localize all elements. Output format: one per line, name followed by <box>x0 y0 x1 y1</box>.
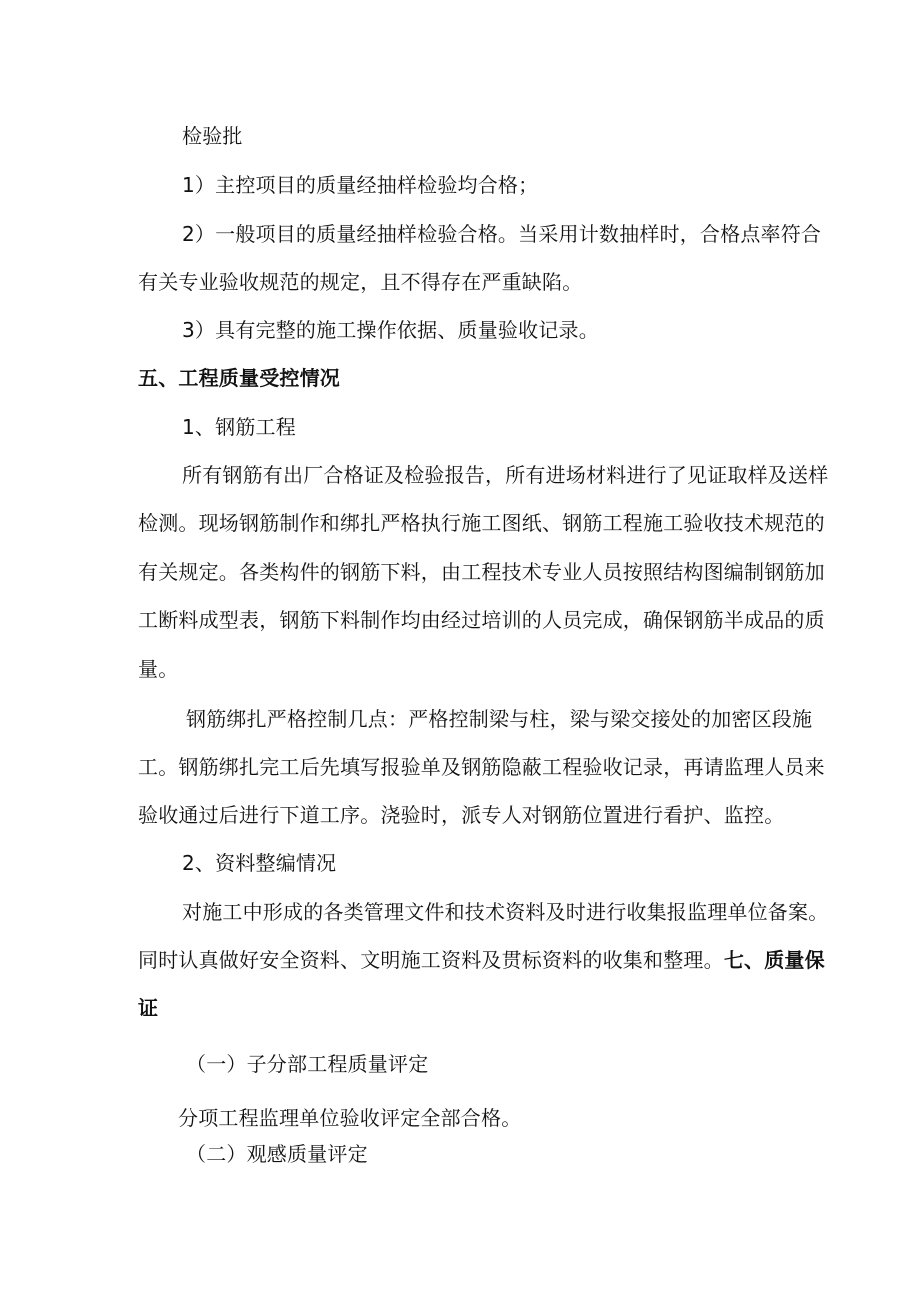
text-line: 量。 <box>138 657 179 681</box>
text-line: 分项工程监理单位验收评定全部合格。 <box>178 1106 522 1130</box>
text-line <box>138 946 825 974</box>
text-line: 有关规定。各类构件的钢筋下料，由工程技术专业人员按照结构图编制钢筋加 <box>138 560 825 584</box>
text-line: 检测。现场钢筋制作和绑扎严格执行施工图纸、钢筋工程施工验收技术规范的 <box>138 511 825 535</box>
text-line: 所有钢筋有出厂合格证及检验报告，所有进场材料进行了见证取样及送样 <box>182 463 829 487</box>
text-run: 同时认真做好安全资料、文明施工资料及贯标资料的收集和整理。 <box>138 948 724 972</box>
section-heading: 七、质量保 <box>723 948 825 972</box>
text-line: 验收通过后进行下道工序。浇验时，派专人对钢筋位置进行看护、监控。 <box>138 803 785 827</box>
text-line: 钢筋绑扎严格控制几点：严格控制梁与柱，梁与梁交接处的加密区段施 <box>186 707 813 731</box>
subsection-heading: （二）观感质量评定 <box>186 1142 368 1166</box>
subsection-heading: （一）子分部工程质量评定 <box>186 1052 429 1076</box>
text-line: 工。钢筋绑扎完工后先填写报验单及钢筋隐蔽工程验收记录，再请监理人员来 <box>138 755 825 779</box>
text-line: 1）主控项目的质量经抽样检验均合格； <box>182 173 539 197</box>
text-line: 有关专业验收规范的规定，且不得存在严重缺陷。 <box>138 270 583 294</box>
text-line: 2）一般项目的质量经抽样检验合格。当采用计数抽样时，合格点率符合 <box>182 222 822 246</box>
subsection-heading: 2、资料整编情况 <box>182 851 337 875</box>
text-line: 3）具有完整的施工操作依据、质量验收记录。 <box>182 318 599 342</box>
subsection-heading: 1、钢筋工程 <box>182 415 296 439</box>
text-line: 对施工中形成的各类管理文件和技术资料及时进行收集报监理单位备案。 <box>182 900 829 924</box>
text-line: 工断料成型表，钢筋下料制作均由经过培训的人员完成，确保钢筋半成品的质 <box>138 608 825 632</box>
section-heading-continuation: 证 <box>138 996 159 1020</box>
text-line: 检验批 <box>182 124 243 148</box>
section-heading: 五、工程质量受控情况 <box>138 366 340 390</box>
